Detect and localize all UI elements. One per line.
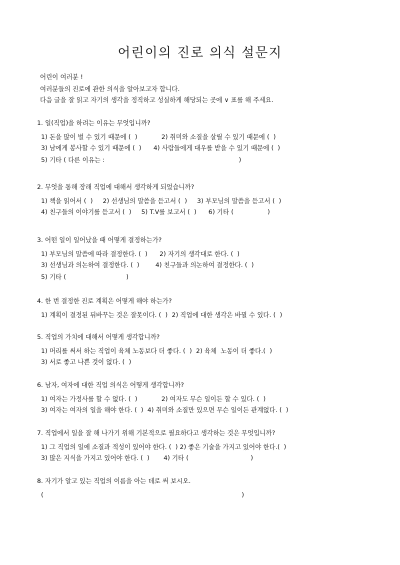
answer-line[interactable]: 1) 책을 읽어서 ( ) 2) 선생님의 말씀을 듣고서 ( ) 3) 부모님의 말씀을 듣고서 ( ) <box>41 197 282 205</box>
intro-text <box>40 72 380 107</box>
answer-line[interactable]: 4) 친구들의 이야기를 듣고서 ( ) 5) T.V를 보고서 ( ) 6) 기타 ( ) <box>41 209 271 216</box>
answer-line[interactable]: 1) 여자는 가정사를 할 수 없다. ( ) 2) 여자도 무슨 일이든 할 수 있다. ( ) <box>41 395 266 403</box>
question-5 <box>37 332 377 369</box>
answer-line[interactable]: 1) 부모님의 말씀에 따라 결정한다. ( ) 2) 자기의 생각대로 한다. ( ) <box>41 250 240 258</box>
question-heading: 7. 직업에서 일을 잘 해 나가기 위해 기본적으로 필요하다고 생각하는 것은 무엇입니까? <box>37 430 276 437</box>
question-8 <box>37 476 377 501</box>
question-7 <box>37 428 377 465</box>
question-1 <box>37 118 377 166</box>
question-heading: 3. 어떤 일이 일어났을 때 어떻게 결정하는가? <box>37 237 162 244</box>
answer-line[interactable]: 3) 선생님과 의논하여 결정한다. ( ) 4) 친구들과 의논하여 결정한다. ( ) <box>41 262 254 269</box>
page-title: 어린이의 진로 의식 설문지 <box>117 46 283 61</box>
answer-line[interactable]: 5) 기타 ( 다른 이유는 : ) <box>41 156 242 164</box>
answer-line[interactable]: 1) 그 직업의 일에 소질과 적성이 있어야 한다. ( ) 2) 좋은 기술을 가지고 있어야 한다.( ) <box>41 443 287 451</box>
question-4 <box>37 296 377 321</box>
question-heading: 8. 자기가 알고 있는 직업의 이름을 아는 데로 써 보시오. <box>37 478 191 485</box>
intro-line: 여러분들의 진로에 관한 의식을 알아보고자 합니다. <box>40 85 180 93</box>
question-2 <box>37 182 377 219</box>
question-heading: 4. 한 번 결정한 진로 계획은 어떻게 해야 하는가? <box>37 298 172 305</box>
answer-line[interactable]: 1) 머리를 써서 하는 직업이 육체 노동보다 더 좋다. ( ) 2) 육체 노동이 더 좋다.( ) <box>41 347 273 355</box>
answer-line[interactable]: 3) 많은 지식을 가지고 있어야 한다. ( ) 4) 기타 ( ) <box>41 455 254 462</box>
question-3 <box>37 235 377 283</box>
question-heading: 1. 일(직업)을 하려는 이유는 무엇입니까? <box>37 120 151 127</box>
question-heading: 2. 무엇을 통해 장래 직업에 대해서 생각하게 되었습니까? <box>37 184 195 191</box>
question-heading: 5. 직업의 가치에 대해서 어떻게 생각합니까? <box>37 334 160 341</box>
answer-line[interactable]: 5) 기타 ( ) <box>41 273 129 281</box>
answer-line[interactable]: 3) 남에게 봉사할 수 있기 때문에 ( ) 4) 사람들에게 대우를 받을 수 있기 때문에 ( ) <box>41 145 281 152</box>
answer-line[interactable]: 1) 돈을 많이 벌 수 있기 때문에 ( ) 2) 취미와 소질을 살릴 수 있기 때문에 ( ) <box>41 133 276 141</box>
answer-line[interactable]: ( ) <box>41 491 245 499</box>
question-heading: 6. 남자, 여자에 대한 직업 의식은 어떻게 생각합니까? <box>37 382 185 389</box>
intro-line: 다음 글을 잘 읽고 자기의 생각을 정직하고 성실하게 해당되는 곳에 ∨ 표를 해 주세요. <box>40 97 274 104</box>
answer-line[interactable]: 3) 여자는 여자의 일을 해야 한다. ( ) 4) 취미와 소질만 있으면 무슨 일이든 관계없다. ( ) <box>41 407 289 414</box>
answer-line[interactable]: 3) 서로 좋고 나쁜 것이 없다. ( ) <box>41 359 132 366</box>
intro-line: 어린이 여러분 ! <box>40 74 84 81</box>
question-6 <box>37 380 377 417</box>
answer-line[interactable]: 1) 계획이 결정된 뒤바꾸는 것은 잘못이다. ( ) 2) 직업에 대한 생각은 바뀔 수 있다. ( ) <box>41 311 283 319</box>
